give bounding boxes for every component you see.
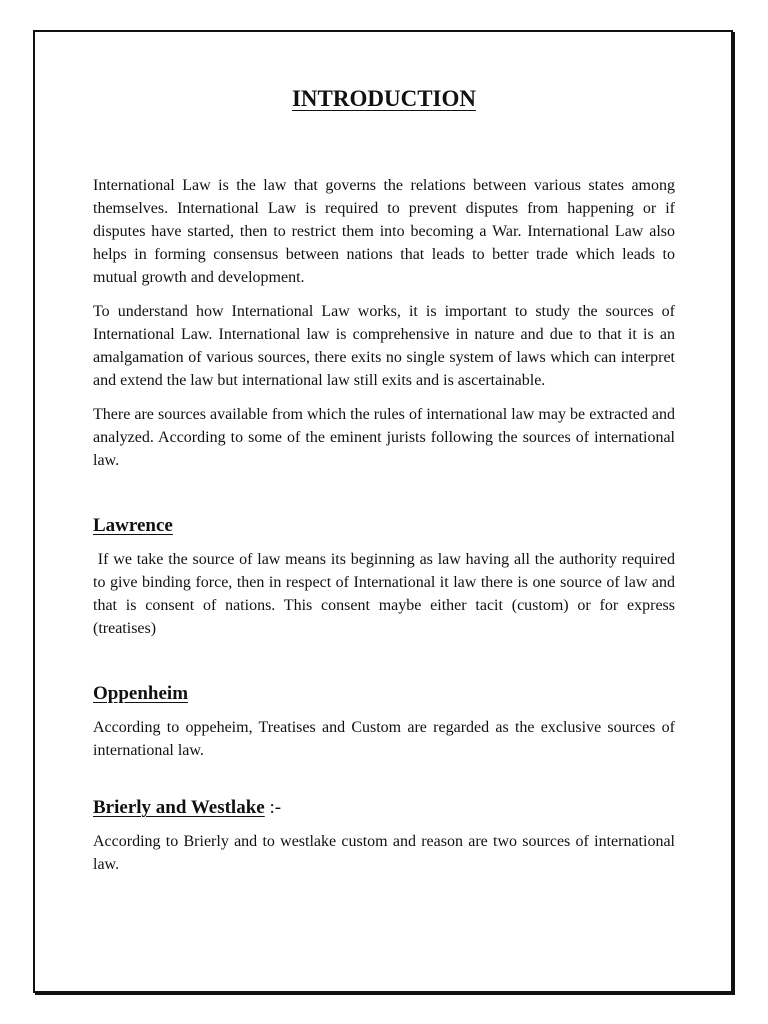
intro-paragraph-2: To understand how International Law works, it is important to study the sources of International Law. International law is comprehensive in nature and due to that it is an amalgamation of various sources, there exits no single system of laws which can interpret and extend the law but international law still exits and is ascertainable. (93, 303, 675, 389)
section-body-brierly-westlake: According to Brierly and to westlake custom and reason are two sources of international law. (93, 833, 675, 873)
section-heading-brierly-westlake-text: Brierly and Westlake (93, 797, 265, 818)
section-heading-oppenheim (93, 682, 675, 706)
section-heading-oppenheim-text: Oppenheim (93, 683, 189, 704)
document-body (93, 174, 675, 887)
section-heading-brierly-westlake (93, 796, 675, 820)
intro-paragraph-3: There are sources available from which the rules of international law may be extracted and analyzed. According to some of the eminent jurists following the sources of international law. (93, 406, 675, 469)
intro-paragraph-1: International Law is the law that governs the relations between various states among themselves. International Law is required to prevent disputes from happening or if disputes have started, then to restrict them into becoming a War. International Law also helps in forming consensus between nations that leads to better trade which leads to mutual growth and development. (93, 177, 675, 286)
section-body-lawrence: If we take the source of law means its beginning as law having all the authority required to give binding force, then in respect of International it law there is one source of law and that is consent of nations. This consent maybe either tacit (custom) or for express (treatises) (93, 551, 675, 637)
section-heading-brierly-westlake-suffix: :- (264, 797, 282, 818)
section-body-oppenheim: According to oppeheim, Treatises and Custom are regarded as the exclusive sources of international law. (93, 719, 675, 759)
section-heading-lawrence-text: Lawrence (93, 515, 173, 536)
page-title: INTRODUCTION (291, 86, 477, 111)
section-heading-lawrence (93, 514, 675, 538)
